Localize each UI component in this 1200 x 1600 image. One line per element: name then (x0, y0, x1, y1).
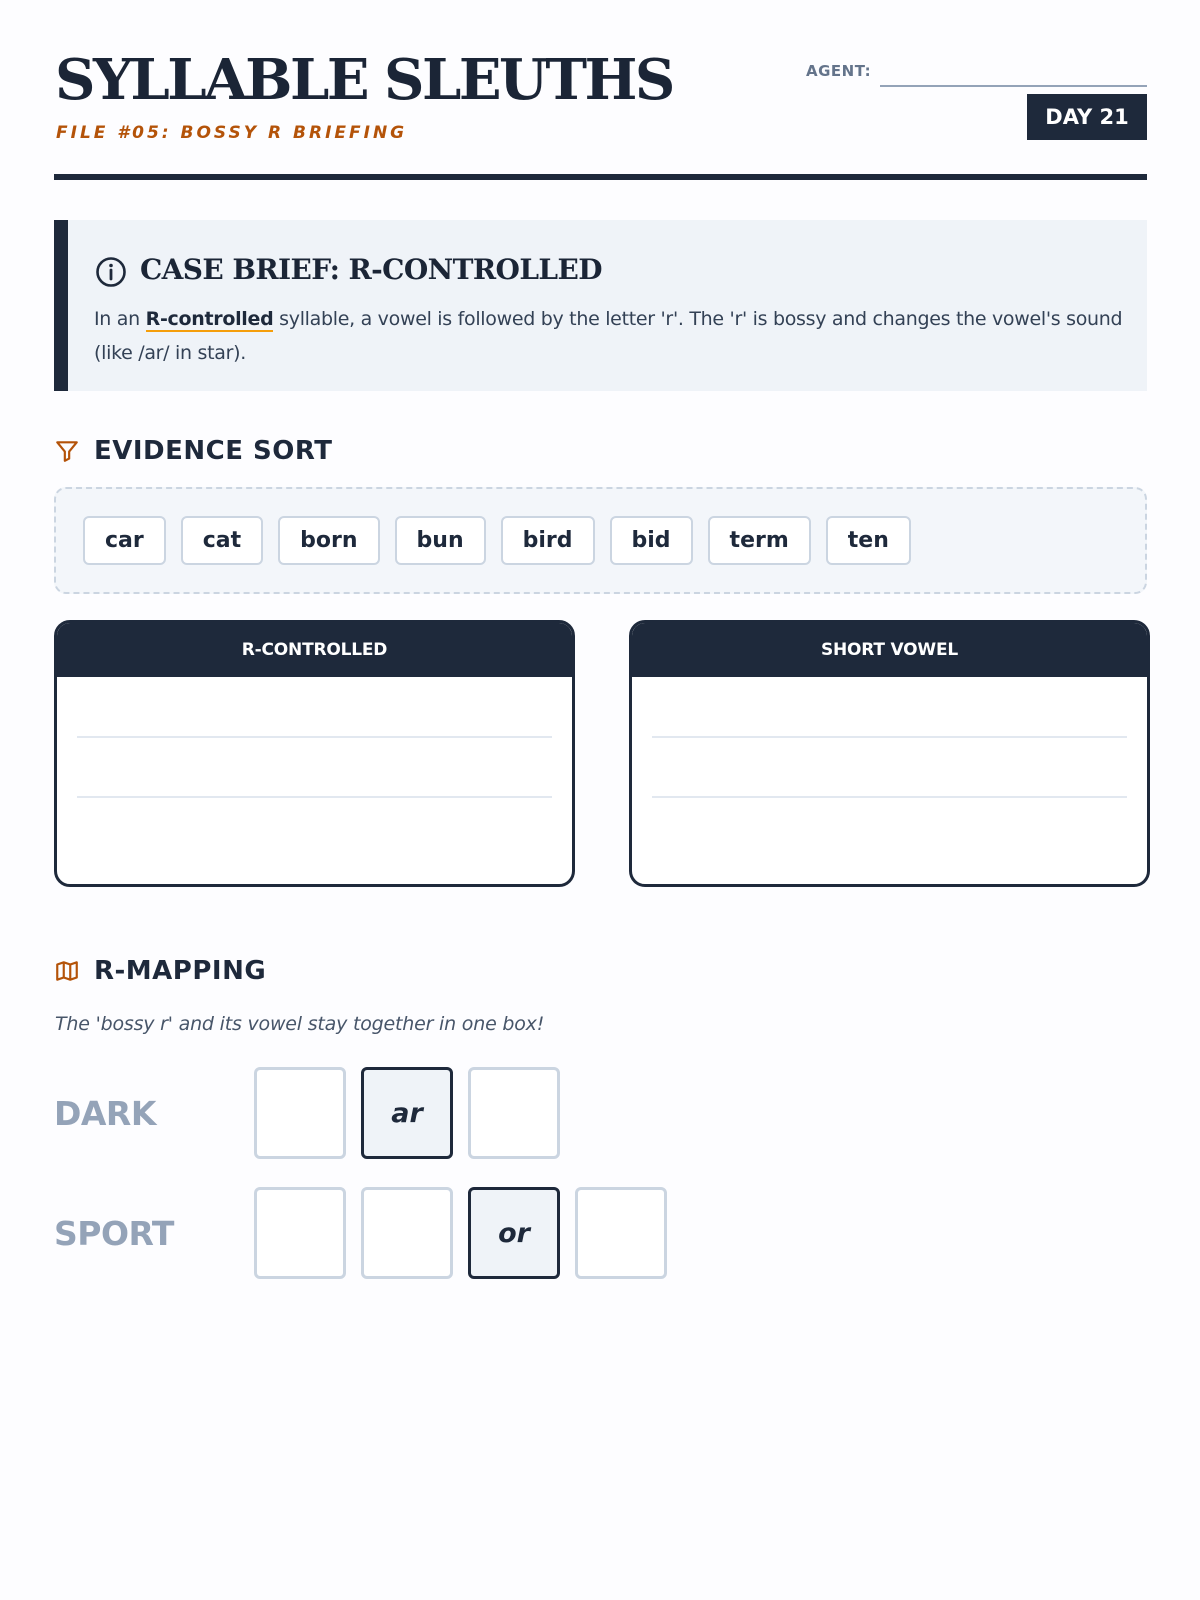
sound-boxes-dark (254, 1067, 560, 1159)
map-word-dark: DARK (54, 1094, 156, 1133)
word-chips (83, 516, 911, 565)
filter-icon (54, 438, 80, 464)
map-icon (54, 958, 80, 984)
evidence-sort-heading (54, 436, 332, 466)
word-chip[interactable]: car (83, 516, 166, 565)
writing-line (77, 796, 552, 798)
header-divider (54, 174, 1147, 180)
word-chip[interactable]: bird (501, 516, 595, 565)
sound-box-filled: or (468, 1187, 560, 1279)
word-chip[interactable]: term (708, 516, 811, 565)
r-mapping-heading (54, 956, 266, 986)
word-chip[interactable]: bun (395, 516, 486, 565)
sound-box[interactable] (575, 1187, 667, 1279)
word-chip[interactable]: cat (181, 516, 263, 565)
sound-box[interactable] (254, 1067, 346, 1159)
word-chip[interactable]: bid (610, 516, 693, 565)
info-circle-icon (95, 256, 127, 288)
sort-box-r-controlled[interactable] (54, 620, 575, 887)
page-title: SYLLABLE SLEUTHS (55, 47, 673, 113)
sort-box-header: R-CONTROLLED (57, 623, 572, 677)
word-chip[interactable]: ten (826, 516, 911, 565)
writing-line (652, 736, 1127, 738)
agent-name-line[interactable] (880, 85, 1147, 87)
evidence-sort-title: EVIDENCE SORT (94, 436, 333, 466)
day-badge: DAY 21 (1027, 94, 1147, 140)
writing-line (77, 736, 552, 738)
writing-line (652, 796, 1127, 798)
brief-text-after: syllable, a vowel is followed by the letter 'r'. The 'r' is bossy and changes the vowel's sound (like /ar/ in star). (94, 308, 1123, 364)
sound-box[interactable] (254, 1187, 346, 1279)
case-brief-title: CASE BRIEF: R-CONTROLLED (140, 253, 602, 286)
word-chip[interactable]: born (278, 516, 379, 565)
sort-box-short-vowel[interactable] (629, 620, 1150, 887)
sound-boxes-sport (254, 1187, 667, 1279)
sound-box[interactable] (468, 1067, 560, 1159)
sort-box-header: SHORT VOWEL (632, 623, 1147, 677)
brief-term: R-controlled (145, 308, 274, 330)
sound-box[interactable] (361, 1187, 453, 1279)
agent-label: AGENT: (806, 62, 872, 80)
file-subtitle: FILE #05: BOSSY R BRIEFING (56, 123, 408, 143)
r-mapping-title: R-MAPPING (94, 956, 267, 986)
mapping-note: The 'bossy r' and its vowel stay together in one box! (55, 1013, 545, 1035)
brief-text-before: In an (94, 308, 146, 330)
case-brief-text (94, 302, 1134, 370)
map-word-sport: SPORT (54, 1214, 174, 1253)
sound-box-filled: ar (361, 1067, 453, 1159)
